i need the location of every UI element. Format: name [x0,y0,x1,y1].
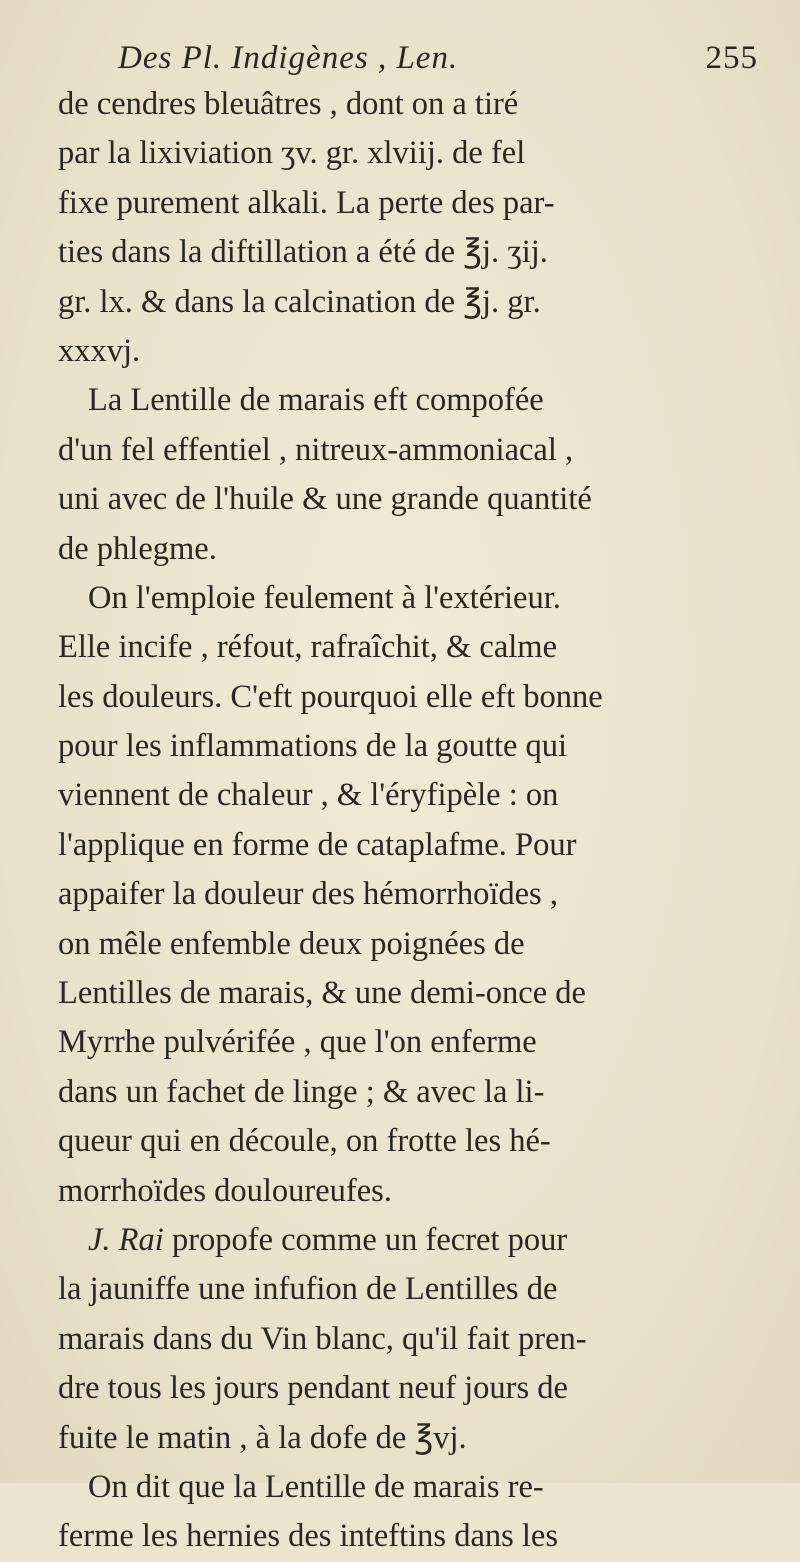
line-text: la jauniffe une infufion de Lentilles de [58,1271,558,1308]
line-text: Myrrhe pulvérifée , que l'on enferme [58,1024,537,1061]
text-line [58,1216,758,1265]
author-name: J. Rai [88,1221,172,1258]
line-text: pour les inflammations de la goutte qui [58,728,568,765]
text-line [58,1117,758,1166]
text-line [58,1512,758,1561]
text-line [58,574,758,623]
line-text: marais dans du Vin blanc, qu'il fait pren- [58,1320,587,1357]
line-text: ties dans la diftillation a été de ℥j. ʒij. [58,234,548,271]
text-line [58,80,758,129]
line-text: on mêle enfemble deux poignées de [58,925,525,962]
text-line [58,179,758,228]
line-text: par la lixiviation ʒv. gr. xlviij. de fel [58,135,526,172]
line-text: de cendres bleuâtres , dont on a tiré [58,86,519,122]
line-text: fuite le matin , à la dofe de ℥vj. [58,1419,467,1456]
line-text: xxxvj. [58,332,141,369]
line-text: fixe purement alkali. La perte des par- [58,184,555,221]
text-line [58,722,758,771]
running-title: Des Pl. Indigènes , Len. [118,40,459,76]
text-line [58,327,758,376]
text-line [58,1463,758,1512]
text-line [58,1364,758,1413]
text-line [58,1315,758,1364]
text-line [58,920,758,969]
line-text: Lentilles de marais, & une demi-once de [58,975,586,1012]
line-text: appaifer la douleur des hémorrhoïdes , [58,876,558,913]
line-text: dans un fachet de linge ; & avec la li- [58,1073,545,1110]
text-line [58,623,758,672]
text-line [58,771,758,820]
line-text: uni avec de l'huile & une grande quantité [58,481,592,518]
line-text: gr. lx. & dans la calcination de ℥j. gr. [58,283,541,320]
text-line [58,278,758,327]
page-number: 255 [705,40,758,76]
line-text: viennent de chaleur , & l'éryfipèle : on [58,777,559,814]
text-line [58,228,758,277]
text-line [58,870,758,919]
text-line [58,1265,758,1314]
line-text: morrhoïdes douloureufes. [58,1172,392,1209]
text-line [58,1018,758,1067]
text-line [58,426,758,475]
text-line [58,1414,758,1463]
text-line [58,673,758,722]
line-text: les douleurs. C'eft pourquoi elle eft bonne [58,678,603,715]
line-text: l'applique en forme de cataplafme. Pour [58,826,577,863]
line-text: On dit que la Lentille de marais re- [88,1468,544,1505]
text-line [58,475,758,524]
line-text: On l'emploie feulement à l'extérieur. [88,579,561,616]
text-line [58,129,758,178]
body-text [58,80,758,1562]
text-line [58,376,758,425]
line-text: queur qui en découle, on frotte les hé- [58,1123,551,1160]
line-text: propofe comme un fecret pour [171,1221,568,1258]
line-text: d'un fel effentiel , nitreux-ammoniacal , [58,431,574,468]
text-line [58,525,758,574]
line-text: de phlegme. [58,530,217,567]
line-text: Elle incife , réfout, rafraîchit, & calme [58,629,557,666]
text-line [58,969,758,1018]
text-line [58,1068,758,1117]
line-text: ferme les hernies des inteftins dans les [58,1518,558,1555]
text-line [58,1167,758,1216]
text-line [58,821,758,870]
line-text: dre tous les jours pendant neuf jours de [58,1370,568,1407]
line-text: La Lentille de marais eft compofée [88,382,544,419]
